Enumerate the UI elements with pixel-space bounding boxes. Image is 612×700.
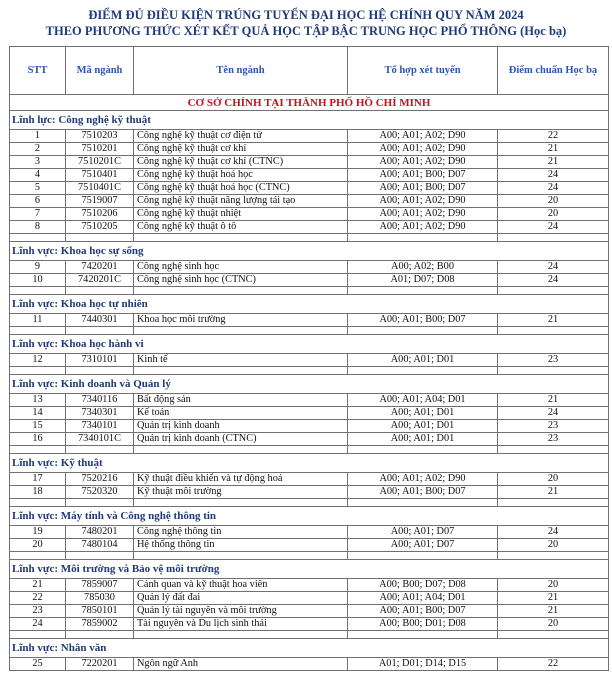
cell-ten-nganh: Kỹ thuật điều khiển và tự động hoá xyxy=(134,473,348,486)
cell-ten-nganh: Công nghệ kỹ thuật nhiệt xyxy=(134,208,348,221)
table-row xyxy=(10,539,609,552)
cell-to-hop: A00; A01; B00; D07 xyxy=(348,169,498,182)
cell-to-hop: A00; A01; A02; D90 xyxy=(348,156,498,169)
campus-row xyxy=(10,95,609,111)
cell-stt: 9 xyxy=(10,261,66,274)
group-spacer-row xyxy=(10,367,609,375)
cell-ma-nganh: 7340301 xyxy=(66,407,134,420)
cell-to-hop: A00; A01; B00; D07 xyxy=(348,486,498,499)
spacer-cell xyxy=(348,234,498,242)
cell-stt: 10 xyxy=(10,274,66,287)
field-group-row xyxy=(10,375,609,394)
cell-to-hop: A00; A01; B00; D07 xyxy=(348,182,498,195)
cell-diem-chuan: 20 xyxy=(498,579,609,592)
cell-diem-chuan: 24 xyxy=(498,261,609,274)
cell-stt: 18 xyxy=(10,486,66,499)
spacer-cell xyxy=(348,499,498,507)
table-header-row xyxy=(10,47,609,95)
cell-ma-nganh: 7340101C xyxy=(66,433,134,446)
cell-diem-chuan: 22 xyxy=(498,130,609,143)
cell-ten-nganh: Quản lý tài nguyên và môi trường xyxy=(134,605,348,618)
cell-to-hop: A00; A01; A02; D90 xyxy=(348,195,498,208)
group-spacer-row xyxy=(10,234,609,242)
cell-to-hop: A00; A01; A02; D90 xyxy=(348,473,498,486)
spacer-cell xyxy=(498,287,609,295)
cell-diem-chuan: 22 xyxy=(498,658,609,671)
cell-diem-chuan: 24 xyxy=(498,182,609,195)
spacer-cell xyxy=(348,367,498,375)
cell-ma-nganh: 7440301 xyxy=(66,314,134,327)
spacer-cell xyxy=(498,367,609,375)
spacer-cell xyxy=(498,552,609,560)
cell-to-hop: A00; B00; D07; D08 xyxy=(348,579,498,592)
cell-ten-nganh: Quản trị kinh doanh xyxy=(134,420,348,433)
cell-ten-nganh: Kế toán xyxy=(134,407,348,420)
field-group-label: Lĩnh vực: Khoa học hành vi xyxy=(10,335,609,354)
table-body xyxy=(10,95,609,671)
cell-stt: 12 xyxy=(10,354,66,367)
cell-ten-nganh: Bất động sản xyxy=(134,394,348,407)
cell-to-hop: A00; A01; A04; D01 xyxy=(348,394,498,407)
table-row xyxy=(10,394,609,407)
table-row xyxy=(10,407,609,420)
field-group-row xyxy=(10,111,609,130)
cell-ma-nganh: 7420201C xyxy=(66,274,134,287)
group-spacer-row xyxy=(10,327,609,335)
cell-ten-nganh: Tài nguyên và Du lịch sinh thái xyxy=(134,618,348,631)
cell-stt: 25 xyxy=(10,658,66,671)
cell-diem-chuan: 20 xyxy=(498,473,609,486)
cell-to-hop: A00; A01; D01 xyxy=(348,407,498,420)
cell-ten-nganh: Kỹ thuật môi trường xyxy=(134,486,348,499)
header-diem-chuan: Điểm chuẩn Học bạ xyxy=(498,47,609,95)
spacer-cell xyxy=(10,499,66,507)
table-row xyxy=(10,156,609,169)
cell-ma-nganh: 7519007 xyxy=(66,195,134,208)
cell-ten-nganh: Quản lý đất đai xyxy=(134,592,348,605)
spacer-cell xyxy=(348,327,498,335)
spacer-cell xyxy=(66,631,134,639)
cell-diem-chuan: 23 xyxy=(498,354,609,367)
cell-diem-chuan: 24 xyxy=(498,274,609,287)
cell-stt: 5 xyxy=(10,182,66,195)
cell-stt: 8 xyxy=(10,221,66,234)
table-row xyxy=(10,130,609,143)
spacer-cell xyxy=(498,631,609,639)
field-group-row xyxy=(10,507,609,526)
cell-stt: 23 xyxy=(10,605,66,618)
cell-ten-nganh: Công nghệ sinh học (CTNC) xyxy=(134,274,348,287)
cell-to-hop: A00; A01; A02; D90 xyxy=(348,130,498,143)
spacer-cell xyxy=(66,552,134,560)
spacer-cell xyxy=(134,287,348,295)
table-row xyxy=(10,143,609,156)
field-group-row xyxy=(10,335,609,354)
group-spacer-row xyxy=(10,446,609,454)
table-row xyxy=(10,473,609,486)
cell-to-hop: A00; A01; D07 xyxy=(348,539,498,552)
cell-ma-nganh: 7220201 xyxy=(66,658,134,671)
spacer-cell xyxy=(134,327,348,335)
field-group-label: Lĩnh vực: Khoa học tự nhiên xyxy=(10,295,609,314)
cell-ma-nganh: 7510401 xyxy=(66,169,134,182)
cell-to-hop: A00; A01; B00; D07 xyxy=(348,314,498,327)
cell-stt: 22 xyxy=(10,592,66,605)
cell-to-hop: A00; A01; D01 xyxy=(348,354,498,367)
cell-diem-chuan: 21 xyxy=(498,314,609,327)
cell-ten-nganh: Công nghệ thông tin xyxy=(134,526,348,539)
cell-to-hop: A01; D01; D14; D15 xyxy=(348,658,498,671)
cell-to-hop: A00; B00; D01; D08 xyxy=(348,618,498,631)
cell-ten-nganh: Công nghệ kỹ thuật hoá học xyxy=(134,169,348,182)
spacer-cell xyxy=(498,327,609,335)
table-row xyxy=(10,420,609,433)
cell-diem-chuan: 21 xyxy=(498,486,609,499)
cell-stt: 17 xyxy=(10,473,66,486)
cell-diem-chuan: 24 xyxy=(498,169,609,182)
table-row xyxy=(10,354,609,367)
cell-ma-nganh: 7510203 xyxy=(66,130,134,143)
cell-stt: 15 xyxy=(10,420,66,433)
spacer-cell xyxy=(10,234,66,242)
spacer-cell xyxy=(10,446,66,454)
cell-ten-nganh: Kinh tế xyxy=(134,354,348,367)
table-row xyxy=(10,526,609,539)
group-spacer-row xyxy=(10,499,609,507)
cell-diem-chuan: 20 xyxy=(498,208,609,221)
cell-ma-nganh: 7310101 xyxy=(66,354,134,367)
spacer-cell xyxy=(498,234,609,242)
header-stt: STT xyxy=(10,47,66,95)
spacer-cell xyxy=(66,234,134,242)
spacer-cell xyxy=(348,287,498,295)
cell-stt: 14 xyxy=(10,407,66,420)
cell-ten-nganh: Công nghệ sinh học xyxy=(134,261,348,274)
cell-to-hop: A00; A01; D01 xyxy=(348,433,498,446)
cell-ten-nganh: Hệ thống thông tin xyxy=(134,539,348,552)
cell-ten-nganh: Ngôn ngữ Anh xyxy=(134,658,348,671)
cell-diem-chuan: 20 xyxy=(498,539,609,552)
cell-ten-nganh: Công nghệ kỹ thuật cơ khí (CTNC) xyxy=(134,156,348,169)
document-title-line2: THEO PHƯƠNG THỨC XÉT KẾT QUẢ HỌC TẬP BẬC TRUNG HỌC PHỔ THÔNG (Học bạ) xyxy=(45,24,567,38)
field-group-row xyxy=(10,295,609,314)
cell-stt: 19 xyxy=(10,526,66,539)
cell-diem-chuan: 24 xyxy=(498,221,609,234)
field-group-label: Lĩnh vực: Máy tính và Công nghệ thông tin xyxy=(10,507,609,526)
cell-to-hop: A00; A01; A02; D90 xyxy=(348,208,498,221)
field-group-row xyxy=(10,242,609,261)
cell-ten-nganh: Công nghệ kỹ thuật năng lượng tái tạo xyxy=(134,195,348,208)
cell-ma-nganh: 7520320 xyxy=(66,486,134,499)
cell-diem-chuan: 24 xyxy=(498,526,609,539)
spacer-cell xyxy=(10,631,66,639)
cell-ma-nganh: 7510201C xyxy=(66,156,134,169)
spacer-cell xyxy=(134,552,348,560)
field-group-label: Lĩnh lực: Công nghệ kỹ thuật xyxy=(10,111,609,130)
campus-label: CƠ SỞ CHÍNH TẠI THÀNH PHỐ HỒ CHÍ MINH xyxy=(10,95,609,111)
cell-diem-chuan: 21 xyxy=(498,605,609,618)
cell-stt: 7 xyxy=(10,208,66,221)
cell-stt: 11 xyxy=(10,314,66,327)
cell-ten-nganh: Quản trị kinh doanh (CTNC) xyxy=(134,433,348,446)
table-row xyxy=(10,433,609,446)
cell-diem-chuan: 21 xyxy=(498,394,609,407)
cell-ten-nganh: Cảnh quan và kỹ thuật hoa viên xyxy=(134,579,348,592)
field-group-label: Lĩnh vực: Khoa học sự sống xyxy=(10,242,609,261)
cell-diem-chuan: 21 xyxy=(498,143,609,156)
cell-diem-chuan: 21 xyxy=(498,592,609,605)
table-row xyxy=(10,605,609,618)
spacer-cell xyxy=(134,367,348,375)
spacer-cell xyxy=(134,499,348,507)
cell-ma-nganh: 7520216 xyxy=(66,473,134,486)
cell-ten-nganh: Công nghệ kỹ thuật ô tô xyxy=(134,221,348,234)
cell-ten-nganh: Công nghệ kỹ thuật cơ điện tử xyxy=(134,130,348,143)
spacer-cell xyxy=(498,446,609,454)
field-group-row xyxy=(10,560,609,579)
field-group-label: Lĩnh vực: Nhân văn xyxy=(10,639,609,658)
field-group-row xyxy=(10,639,609,658)
cell-ma-nganh: 7480104 xyxy=(66,539,134,552)
spacer-cell xyxy=(348,446,498,454)
group-spacer-row xyxy=(10,631,609,639)
cell-to-hop: A00; A01; A04; D01 xyxy=(348,592,498,605)
table-row xyxy=(10,182,609,195)
cell-diem-chuan: 23 xyxy=(498,433,609,446)
spacer-cell xyxy=(10,287,66,295)
spacer-cell xyxy=(66,327,134,335)
cell-stt: 1 xyxy=(10,130,66,143)
spacer-cell xyxy=(134,631,348,639)
cell-stt: 4 xyxy=(10,169,66,182)
cell-to-hop: A01; D07; D08 xyxy=(348,274,498,287)
cell-ma-nganh: 7510205 xyxy=(66,221,134,234)
table-row xyxy=(10,618,609,631)
cell-ma-nganh: 7510201 xyxy=(66,143,134,156)
cell-ten-nganh: Khoa học môi trường xyxy=(134,314,348,327)
cell-diem-chuan: 24 xyxy=(498,407,609,420)
header-ten-nganh: Tên ngành xyxy=(134,47,348,95)
table-row xyxy=(10,592,609,605)
cell-diem-chuan: 23 xyxy=(498,420,609,433)
cell-diem-chuan: 20 xyxy=(498,618,609,631)
group-spacer-row xyxy=(10,552,609,560)
spacer-cell xyxy=(66,446,134,454)
cell-to-hop: A00; A01; A02; D90 xyxy=(348,221,498,234)
admission-score-table xyxy=(9,46,609,671)
spacer-cell xyxy=(134,446,348,454)
spacer-cell xyxy=(348,631,498,639)
table-row xyxy=(10,261,609,274)
spacer-cell xyxy=(10,367,66,375)
spacer-cell xyxy=(66,499,134,507)
table-row xyxy=(10,169,609,182)
cell-to-hop: A00; A01; D07 xyxy=(348,526,498,539)
table-row xyxy=(10,274,609,287)
cell-stt: 3 xyxy=(10,156,66,169)
table-row xyxy=(10,314,609,327)
document-title-line1: ĐIỂM ĐỦ ĐIỀU KIỆN TRÚNG TUYỂN ĐẠI HỌC HỆ CHÍNH QUY NĂM 2024 xyxy=(88,8,524,22)
cell-ma-nganh: 7859002 xyxy=(66,618,134,631)
cell-ma-nganh: 785030 xyxy=(66,592,134,605)
cell-to-hop: A00; A01; D01 xyxy=(348,420,498,433)
spacer-cell xyxy=(66,287,134,295)
cell-ma-nganh: 7859007 xyxy=(66,579,134,592)
table-row xyxy=(10,221,609,234)
cell-ma-nganh: 7850101 xyxy=(66,605,134,618)
table-row xyxy=(10,486,609,499)
cell-to-hop: A00; A01; A02; D90 xyxy=(348,143,498,156)
field-group-label: Lĩnh vực: Kỹ thuật xyxy=(10,454,609,473)
field-group-label: Lĩnh vực: Kinh doanh và Quản lý xyxy=(10,375,609,394)
spacer-cell xyxy=(10,552,66,560)
group-spacer-row xyxy=(10,287,609,295)
cell-ma-nganh: 7480201 xyxy=(66,526,134,539)
field-group-row xyxy=(10,454,609,473)
cell-ma-nganh: 7340116 xyxy=(66,394,134,407)
table-row xyxy=(10,579,609,592)
cell-ma-nganh: 7510401C xyxy=(66,182,134,195)
cell-ten-nganh: Công nghệ kỹ thuật cơ khí xyxy=(134,143,348,156)
header-ma-nganh: Mã ngành xyxy=(66,47,134,95)
cell-stt: 6 xyxy=(10,195,66,208)
table-row xyxy=(10,658,609,671)
cell-stt: 16 xyxy=(10,433,66,446)
spacer-cell xyxy=(66,367,134,375)
cell-to-hop: A00; A01; B00; D07 xyxy=(348,605,498,618)
cell-stt: 21 xyxy=(10,579,66,592)
header-to-hop: Tổ hợp xét tuyển xyxy=(348,47,498,95)
field-group-label: Lĩnh vực: Môi trường và Bảo vệ môi trường xyxy=(10,560,609,579)
cell-stt: 20 xyxy=(10,539,66,552)
cell-stt: 2 xyxy=(10,143,66,156)
table-row xyxy=(10,208,609,221)
cell-ten-nganh: Công nghệ kỹ thuật hoá học (CTNC) xyxy=(134,182,348,195)
spacer-cell xyxy=(348,552,498,560)
cell-stt: 13 xyxy=(10,394,66,407)
spacer-cell xyxy=(10,327,66,335)
spacer-cell xyxy=(498,499,609,507)
cell-ma-nganh: 7510206 xyxy=(66,208,134,221)
cell-stt: 24 xyxy=(10,618,66,631)
cell-ma-nganh: 7420201 xyxy=(66,261,134,274)
table-row xyxy=(10,195,609,208)
cell-to-hop: A00; A02; B00 xyxy=(348,261,498,274)
cell-diem-chuan: 21 xyxy=(498,156,609,169)
cell-ma-nganh: 7340101 xyxy=(66,420,134,433)
spacer-cell xyxy=(134,234,348,242)
cell-diem-chuan: 20 xyxy=(498,195,609,208)
